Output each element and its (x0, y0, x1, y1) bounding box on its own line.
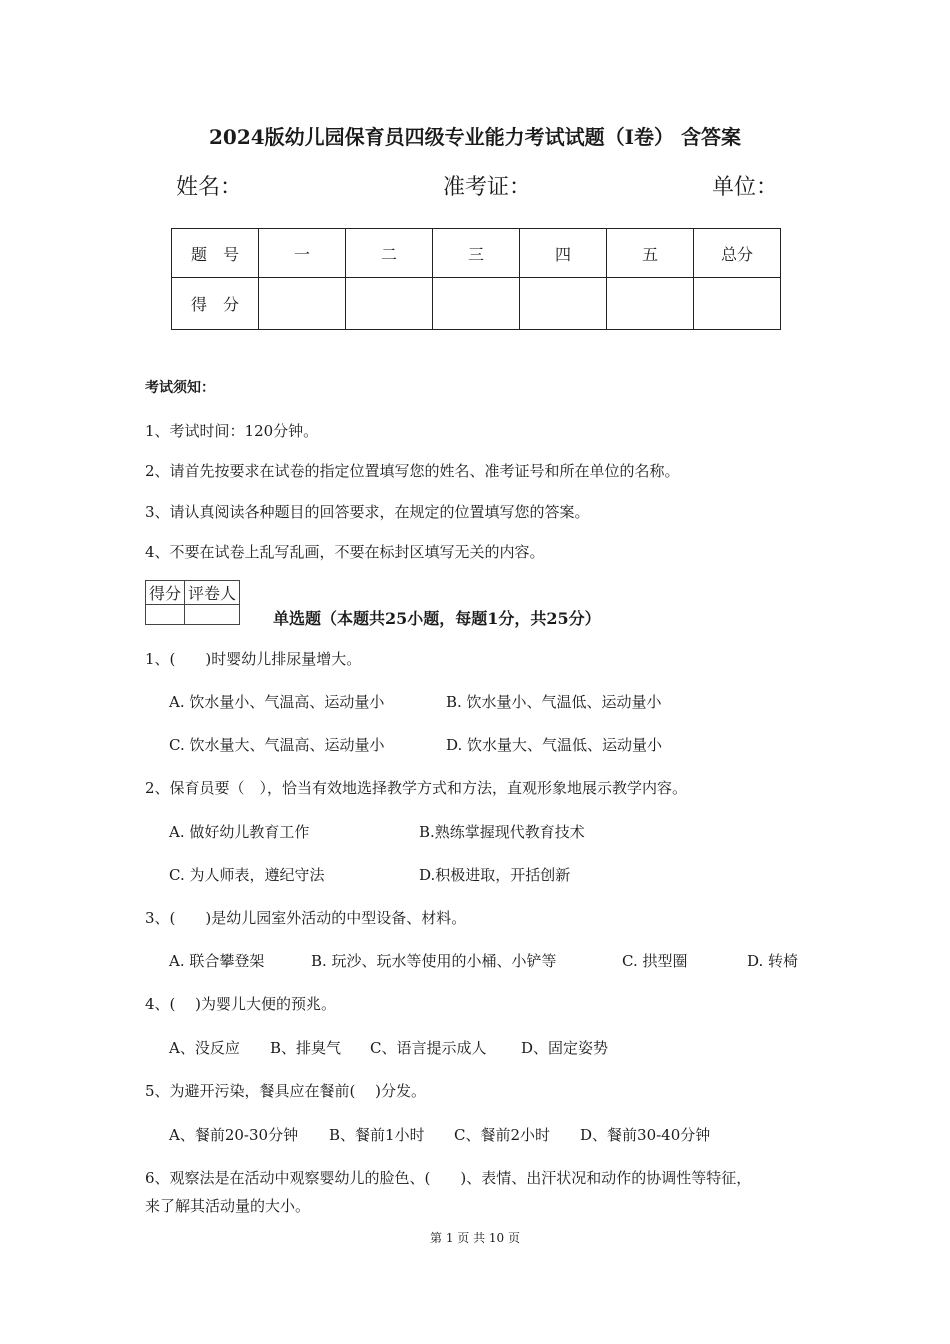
score-table-score-row (172, 278, 781, 330)
option: D. 饮水量大、气温低、运动量小 (446, 736, 663, 754)
question-stem: 5、为避开污染，餐具应在餐前( )分发。 (145, 1082, 427, 1100)
option: D. 转椅 (747, 952, 799, 970)
score-table (171, 228, 781, 330)
question-stem-continued: 来了解其活动量的大小。 (145, 1197, 311, 1215)
exam-title: 2024版幼儿园保育员四级专业能力考试试题（I卷） 含答案 (209, 125, 741, 149)
question-stem: 3、( )是幼儿园室外活动的中型设备、材料。 (145, 909, 467, 927)
question-stem: 4、( )为婴儿大便的预兆。 (145, 995, 337, 1013)
option: A. 饮水量小、气温高、运动量小 (169, 693, 385, 711)
grader-score-label: 得分 (146, 581, 185, 605)
grader-box (145, 580, 240, 625)
option: C. 拱型圈 (622, 952, 688, 970)
question-stem: 1、( )时婴幼儿排尿量增大。 (145, 650, 362, 668)
score-cell-1: 一 (259, 229, 346, 278)
question-stem: 2、保育员要（ ），恰当有效地选择教学方式和方法，直观形象地展示教学内容。 (145, 779, 688, 797)
option: C、语言提示成人 (370, 1039, 487, 1057)
section-title: 单选题（本题共25小题，每题1分，共25分） (273, 609, 601, 628)
notice-item: 2、请首先按要求在试卷的指定位置填写您的姓名、准考证号和所在单位的名称。 (145, 462, 680, 480)
score-blank[interactable] (433, 278, 520, 330)
option: B. 饮水量小、气温低、运动量小 (446, 693, 662, 711)
option: A、餐前20-30分钟 (169, 1126, 299, 1144)
score-row-label: 得 分 (172, 278, 259, 330)
option: D.积极进取，开括创新 (419, 866, 571, 884)
option: A、没反应 (169, 1039, 240, 1057)
score-cell-label: 题 号 (172, 229, 259, 278)
exam-number-label: 准考证： (443, 175, 532, 200)
option: A. 做好幼儿教育工作 (169, 823, 310, 841)
score-blank[interactable] (520, 278, 607, 330)
question-stem: 6、观察法是在活动中观察婴幼儿的脸色、( )、表情、出汗状况和动作的协调性等特征， (145, 1169, 752, 1187)
score-blank[interactable] (259, 278, 346, 330)
score-cell-3: 三 (433, 229, 520, 278)
notice-item: 1、考试时间：120分钟。 (145, 422, 319, 440)
score-cell-2: 二 (346, 229, 433, 278)
score-blank[interactable] (346, 278, 433, 330)
unit-label: 单位： (712, 175, 779, 200)
notice-heading: 考试须知： (145, 380, 215, 396)
grader-score-blank[interactable] (146, 605, 185, 625)
option: B.熟练掌握现代教育技术 (419, 823, 585, 841)
option: B、餐前1小时 (329, 1126, 425, 1144)
page-footer: 第 1 页 共 10 页 (430, 1231, 520, 1245)
option: B. 玩沙、玩水等使用的小桶、小铲等 (311, 952, 557, 970)
option: D、餐前30-40分钟 (580, 1126, 711, 1144)
option: A. 联合攀登架 (169, 952, 265, 970)
score-table-header-row (172, 229, 781, 278)
option: D、固定姿势 (521, 1039, 609, 1057)
name-label: 姓名： (176, 175, 243, 200)
grader-name-label: 评卷人 (185, 581, 240, 605)
score-blank[interactable] (607, 278, 694, 330)
notice-item: 3、请认真阅读各种题目的回答要求，在规定的位置填写您的答案。 (145, 503, 590, 521)
option: C. 为人师表，遵纪守法 (169, 866, 325, 884)
option: B、排臭气 (270, 1039, 342, 1057)
option: C、餐前2小时 (454, 1126, 551, 1144)
grader-name-blank[interactable] (185, 605, 240, 625)
score-blank[interactable] (694, 278, 781, 330)
score-cell-4: 四 (520, 229, 607, 278)
notice-item: 4、不要在试卷上乱写乱画，不要在标封区填写无关的内容。 (145, 543, 545, 561)
option: C. 饮水量大、气温高、运动量小 (169, 736, 385, 754)
score-cell-5: 五 (607, 229, 694, 278)
score-cell-total: 总分 (694, 229, 781, 278)
